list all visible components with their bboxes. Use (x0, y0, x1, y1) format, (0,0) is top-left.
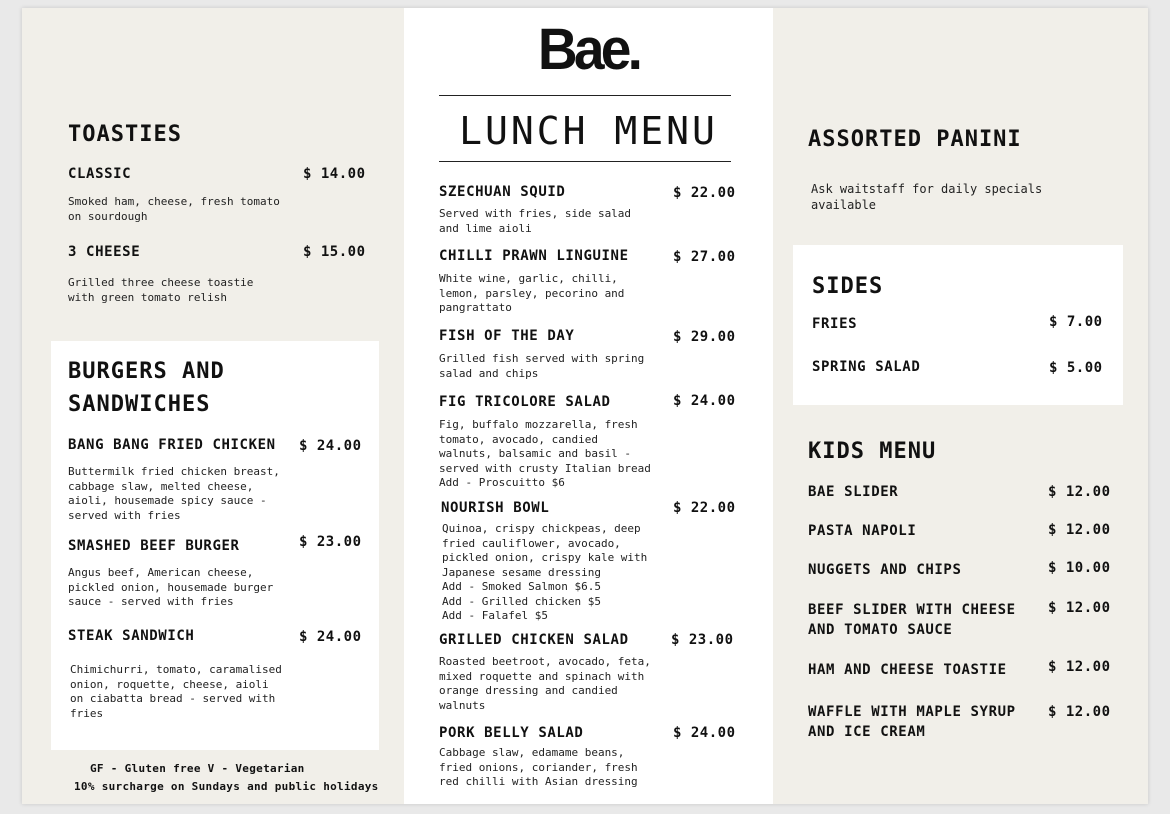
menu-sheet (22, 8, 1148, 804)
item-price-fries: $ 7.00 (1049, 314, 1103, 330)
item-price-pork-belly-salad: $ 24.00 (673, 725, 736, 741)
item-name-fries: FRIES (812, 316, 858, 332)
item-desc-3-cheese: Grilled three cheese toastie with green tomato relish (68, 276, 254, 304)
item-price-szechuan-squid: $ 22.00 (673, 185, 736, 201)
menu-title: LUNCH MENU (459, 109, 718, 153)
item-desc-nourish-bowl: Quinoa, crispy chickpeas, deep fried cauliflower, avocado, pickled onion, crispy kale with Japanese sesame dressing Add - Smoked Salmon $6.5 Add - Grilled chicken $5 Add - Falafel $5 (442, 522, 648, 622)
item-name-steak-sandwich: STEAK SANDWICH (68, 628, 195, 644)
dietary-key: GF - Gluten free V - Vegetarian (90, 762, 305, 775)
item-name-chilli-prawn-linguine: CHILLI PRAWN LINGUINE (439, 248, 629, 264)
item-name-beef-slider: BEEF SLIDER WITH CHEESE AND TOMATO SAUCE (808, 602, 1016, 638)
item-price-bae-slider: $ 12.00 (1048, 484, 1111, 500)
item-price-steak-sandwich: $ 24.00 (299, 629, 362, 645)
item-price-3-cheese: $ 15.00 (303, 244, 366, 260)
item-name-3-cheese: 3 CHEESE (68, 244, 141, 260)
item-price-nourish-bowl: $ 22.00 (673, 500, 736, 516)
item-name-pork-belly-salad: PORK BELLY SALAD (439, 725, 584, 741)
item-name-grilled-chicken-salad: GRILLED CHICKEN SALAD (439, 632, 629, 648)
item-desc-bang-bang-fried-chicken: Buttermilk fried chicken breast, cabbage slaw, melted cheese, aioli, housemade spicy sauce - served with fries (68, 465, 280, 522)
item-name-nourish-bowl: NOURISH BOWL (441, 500, 550, 516)
title-rule-bottom (439, 161, 731, 162)
title-rule-top (439, 95, 731, 96)
item-price-chilli-prawn-linguine: $ 27.00 (673, 249, 736, 265)
item-desc-grilled-chicken-salad: Roasted beetroot, avocado, feta, mixed roquette and spinach with orange dressing and candied walnuts (439, 655, 651, 712)
panini-desc: Ask waitstaff for daily specials available (811, 182, 1043, 212)
item-price-beef-slider: $ 12.00 (1048, 600, 1111, 616)
item-name-szechuan-squid: SZECHUAN SQUID (439, 184, 566, 200)
item-desc-szechuan-squid: Served with fries, side salad and lime aioli (439, 207, 632, 235)
item-price-spring-salad: $ 5.00 (1049, 360, 1103, 376)
item-desc-fish-of-the-day: Grilled fish served with spring salad and chips (439, 352, 645, 380)
item-desc-smashed-beef-burger: Angus beef, American cheese, pickled onion, housemade burger sauce - served with fries (68, 566, 274, 608)
item-price-fish-of-the-day: $ 29.00 (673, 329, 736, 345)
item-name-fish-of-the-day: FISH OF THE DAY (439, 328, 575, 344)
surcharge-note: 10% surcharge on Sundays and public holidays (74, 780, 379, 793)
item-desc-chilli-prawn-linguine: White wine, garlic, chilli, lemon, parsley, pecorino and pangrattato (439, 272, 625, 314)
item-price-bang-bang-fried-chicken: $ 24.00 (299, 438, 362, 454)
item-price-smashed-beef-burger: $ 23.00 (299, 534, 362, 550)
item-price-classic: $ 14.00 (303, 166, 366, 182)
item-name-smashed-beef-burger: SMASHED BEEF BURGER (68, 538, 240, 554)
item-name-bae-slider: BAE SLIDER (808, 484, 899, 500)
item-name-classic: CLASSIC (68, 166, 132, 182)
item-price-waffle: $ 12.00 (1048, 704, 1111, 720)
item-name-waffle: WAFFLE WITH MAPLE SYRUP AND ICE CREAM (808, 704, 1016, 740)
item-name-nuggets-and-chips: NUGGETS AND CHIPS (808, 562, 962, 578)
item-name-spring-salad: SPRING SALAD (812, 359, 921, 375)
brand-logo: Bae. (537, 17, 640, 82)
item-name-pasta-napoli: PASTA NAPOLI (808, 523, 917, 539)
item-desc-fig-tricolore-salad: Fig, buffalo mozzarella, fresh tomato, avocado, candied walnuts, balsamic and basil - served with crusty Italian bread Add - Proscuitto $6 (439, 418, 651, 489)
item-price-ham-and-cheese-toastie: $ 12.00 (1048, 659, 1111, 675)
sides-title: SIDES (812, 274, 884, 299)
item-name-ham-and-cheese-toastie: HAM AND CHEESE TOASTIE (808, 662, 1007, 678)
item-price-pasta-napoli: $ 12.00 (1048, 522, 1111, 538)
item-desc-classic: Smoked ham, cheese, fresh tomato on sourdough (68, 195, 280, 223)
item-desc-pork-belly-salad: Cabbage slaw, edamame beans, fried onions, coriander, fresh red chilli with Asian dressing (439, 746, 638, 788)
kids-menu-title: KIDS MENU (808, 439, 937, 464)
item-desc-steak-sandwich: Chimichurri, tomato, caramalised onion, roquette, cheese, aioli on ciabatta bread - served with fries (70, 663, 282, 720)
item-price-fig-tricolore-salad: $ 24.00 (673, 393, 736, 409)
item-price-grilled-chicken-salad: $ 23.00 (671, 632, 734, 648)
item-name-bang-bang-fried-chicken: BANG BANG FRIED CHICKEN (68, 437, 276, 453)
burgers-title: BURGERS AND SANDWICHES (68, 359, 225, 417)
item-name-fig-tricolore-salad: FIG TRICOLORE SALAD (439, 394, 611, 410)
toasties-title: TOASTIES (68, 122, 182, 147)
panini-title: ASSORTED PANINI (808, 127, 1022, 152)
item-price-nuggets-and-chips: $ 10.00 (1048, 560, 1111, 576)
